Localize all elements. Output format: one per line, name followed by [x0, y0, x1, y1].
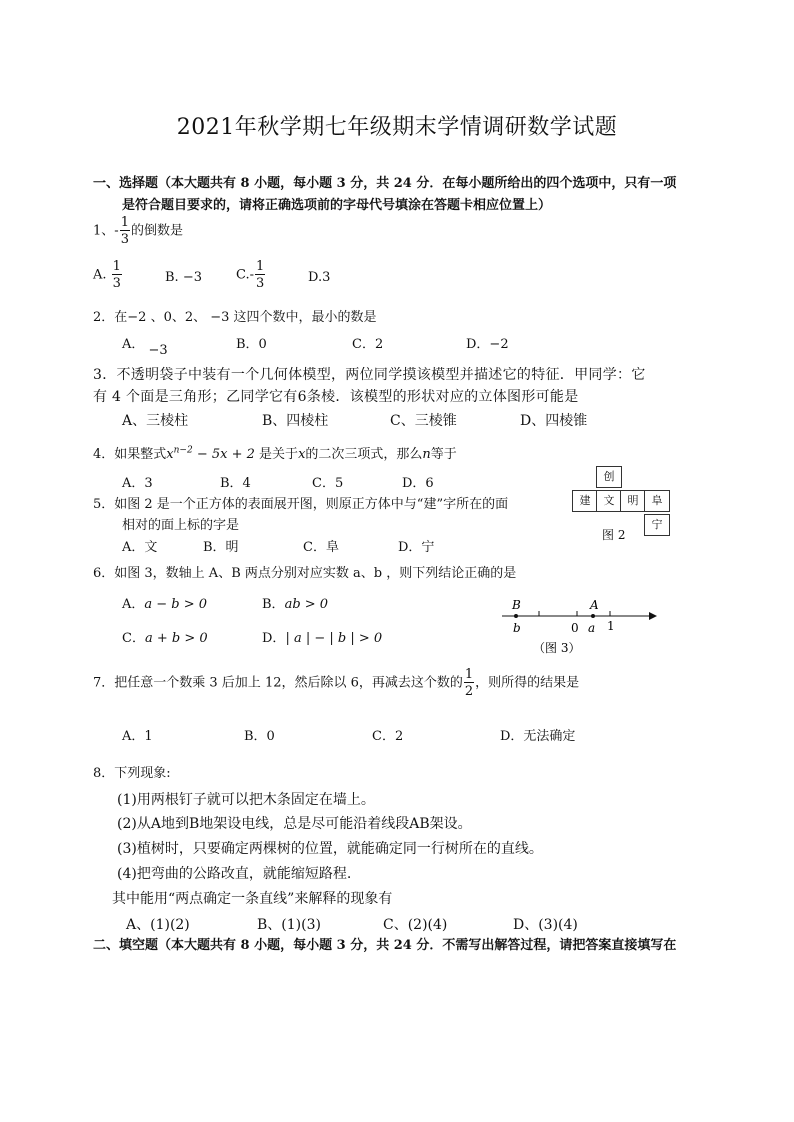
- question-4: [93, 443, 457, 462]
- label-A: A: [590, 598, 599, 612]
- label-a: a: [588, 621, 596, 635]
- q4-expr-rest: − 5x + 2: [192, 447, 255, 462]
- q5-option-d[interactable]: D．宁: [398, 540, 435, 555]
- net-cell-top: 创: [596, 466, 622, 488]
- q1-frac-num: 1: [120, 215, 129, 230]
- q1-a-num: 1: [112, 259, 121, 274]
- q1-a-fraction: [112, 260, 122, 290]
- q1-c-label: C.-: [236, 267, 255, 283]
- q2-a-label: A．: [122, 337, 145, 352]
- q1-frac-den: 3: [120, 232, 129, 247]
- q4-expr-exponent: n−2: [173, 445, 193, 456]
- q7-frac-den: 2: [464, 684, 474, 699]
- q1-option-a[interactable]: [93, 260, 123, 290]
- question-1: [93, 216, 183, 246]
- label-b: b: [513, 621, 521, 635]
- question-6: 6．如图 3，数轴上 A、B 两点分别对应实数 a、b ，则下列结论正确的是: [93, 566, 517, 581]
- label-zero: 0: [571, 621, 579, 635]
- q8-option-c[interactable]: C、(2)(4): [383, 917, 448, 933]
- q8-option-d[interactable]: D、(3)(4): [513, 917, 578, 933]
- net-cell-1: 建: [572, 490, 598, 512]
- q6-b-label: B．: [262, 597, 285, 612]
- q4-var-x: x: [298, 447, 306, 462]
- net-cell-2: 文: [596, 490, 622, 512]
- q8-option-a[interactable]: A、(1)(2): [126, 917, 190, 933]
- q5-option-c[interactable]: C．阜: [303, 540, 339, 555]
- question-5-line2: 相对的面上标的字是: [122, 518, 240, 533]
- q7-pre: 7．把任意一个数乘 3 后加上 12，然后除以 6，再减去这个数的: [93, 675, 463, 691]
- q1-c-den: 3: [256, 276, 265, 291]
- q2-option-c[interactable]: C．2: [352, 337, 384, 352]
- q7-option-a[interactable]: A．1: [122, 729, 153, 744]
- q6-option-b[interactable]: [262, 593, 328, 612]
- q4-expr-x: x: [166, 447, 174, 462]
- q3-option-b[interactable]: B、四棱柱: [262, 413, 329, 429]
- section-1-heading: 一、选择题（本大题共有 8 小题，每小题 3 分，共 24 分．在每小题所给出的四个选项中，只有一项: [93, 176, 677, 191]
- q4-option-c[interactable]: C．5: [312, 476, 344, 491]
- section-2-heading: 二、填空题（本大题共有 8 小题，每小题 3 分，共 24 分．不需写出解答过程，请把答案直接填写在: [93, 938, 677, 953]
- q4-option-d[interactable]: D．6: [402, 476, 434, 491]
- q6-option-a[interactable]: [122, 593, 207, 612]
- q4-post3: 等于: [430, 447, 457, 462]
- q1-c-num: 1: [256, 259, 265, 274]
- q1-minus: -: [114, 223, 119, 239]
- question-3-line2: 有 4 个面是三角形；乙同学它有6条棱．该模型的形状对应的立体图形可能是: [93, 389, 579, 405]
- q3-option-a[interactable]: A、三棱柱: [122, 413, 189, 429]
- label-B: B: [512, 598, 521, 612]
- q6-option-c[interactable]: [122, 627, 208, 646]
- q3-option-d[interactable]: D、四棱锥: [520, 413, 588, 429]
- q1-option-b[interactable]: B. −3: [165, 270, 202, 285]
- q4-option-a[interactable]: A．3: [122, 476, 153, 491]
- q5-option-a[interactable]: A．文: [122, 540, 158, 555]
- q4-post2: 的二次三项式，那么: [305, 447, 423, 462]
- q8-item-3: (3)植树时，只要确定两棵树的位置，就能确定同一行树所在的直线。: [117, 841, 543, 857]
- figure-3-caption: （图 3）: [533, 641, 581, 655]
- question-8: 8．下列现象:: [93, 766, 171, 781]
- section-1-heading-cont: 是符合题目要求的，请将正确选项前的字母代号填涂在答题卡相应位置上）: [122, 198, 552, 213]
- q7-option-d[interactable]: D．无法确定: [500, 729, 576, 744]
- point-b-dot: [514, 614, 518, 618]
- q1-option-c[interactable]: [236, 260, 266, 290]
- q6-d-label: D．: [262, 631, 286, 646]
- q1-text: 的倒数是: [130, 223, 183, 239]
- q8-item-2: (2)从A地到B地架设电线，总是尽可能沿着线段AB架设。: [117, 816, 472, 832]
- q1-number: 1、: [93, 223, 115, 239]
- q8-question: 其中能用“两点确定一条直线”来解释的现象有: [112, 891, 393, 907]
- q8-option-b[interactable]: B、(1)(3): [257, 917, 321, 933]
- q4-post: 是关于: [259, 447, 299, 462]
- net-cell-4: 阜: [644, 490, 670, 512]
- point-a-dot: [591, 614, 595, 618]
- q6-a-label: A．: [122, 597, 145, 612]
- net-cell-3: 明: [620, 490, 646, 512]
- q5-option-b[interactable]: B．明: [203, 540, 239, 555]
- q6-b-expr: ab > 0: [284, 597, 329, 612]
- q1-fraction: [120, 216, 130, 246]
- q1-a-label: A.: [93, 267, 107, 283]
- q1-option-d[interactable]: D.3: [308, 270, 331, 285]
- q7-option-b[interactable]: B．0: [244, 729, 275, 744]
- q4-var-n: n: [422, 447, 431, 462]
- net-cell-bottom: 宁: [644, 514, 670, 536]
- page-title: 2021年秋学期七年级期末学情调研数学试题: [176, 115, 618, 140]
- q8-item-1: (1)用两根钉子就可以把木条固定在墙上。: [117, 792, 375, 808]
- figure-2-caption: 图 2: [602, 528, 626, 542]
- question-5-line1: 5．如图 2 是一个正方体的表面展开图，则原正方体中与“建”字所在的面: [93, 497, 509, 512]
- q6-c-expr: a + b > 0: [144, 631, 208, 646]
- q2-option-d[interactable]: D．−2: [466, 337, 509, 352]
- q6-a-expr: a − b > 0: [144, 597, 208, 612]
- number-line-arrow: [649, 612, 657, 620]
- q7-frac-num: 1: [464, 667, 474, 682]
- q2-a-value: −3: [148, 343, 168, 358]
- q3-option-c[interactable]: C、三棱锥: [390, 413, 457, 429]
- q6-c-label: C．: [122, 631, 145, 646]
- q8-item-4: (4)把弯曲的公路改直，就能缩短路程.: [117, 866, 352, 882]
- question-3-line1: 3．不透明袋子中装有一个几何体模型，两位同学摸该模型并描述它的特征．甲同学：它: [93, 367, 646, 383]
- q7-fraction: [464, 668, 474, 698]
- q1-a-den: 3: [112, 276, 121, 291]
- q6-option-d[interactable]: [262, 627, 382, 646]
- q2-option-a[interactable]: [122, 333, 168, 358]
- q4-option-b[interactable]: B．4: [220, 476, 251, 491]
- question-2: 2．在−2 、0、2、 −3 这四个数中，最小的数是: [93, 310, 377, 325]
- q7-option-c[interactable]: C．2: [372, 729, 404, 744]
- number-line-figure: [495, 596, 665, 660]
- q2-option-b[interactable]: B．0: [236, 337, 267, 352]
- q1-c-fraction: [255, 260, 265, 290]
- label-one: 1: [607, 619, 615, 633]
- question-7: [93, 668, 579, 698]
- q4-pre: 4．如果整式: [93, 447, 167, 462]
- q6-d-expr: | a | − | b | > 0: [285, 631, 383, 646]
- q7-post: ，则所得的结果是: [475, 675, 580, 691]
